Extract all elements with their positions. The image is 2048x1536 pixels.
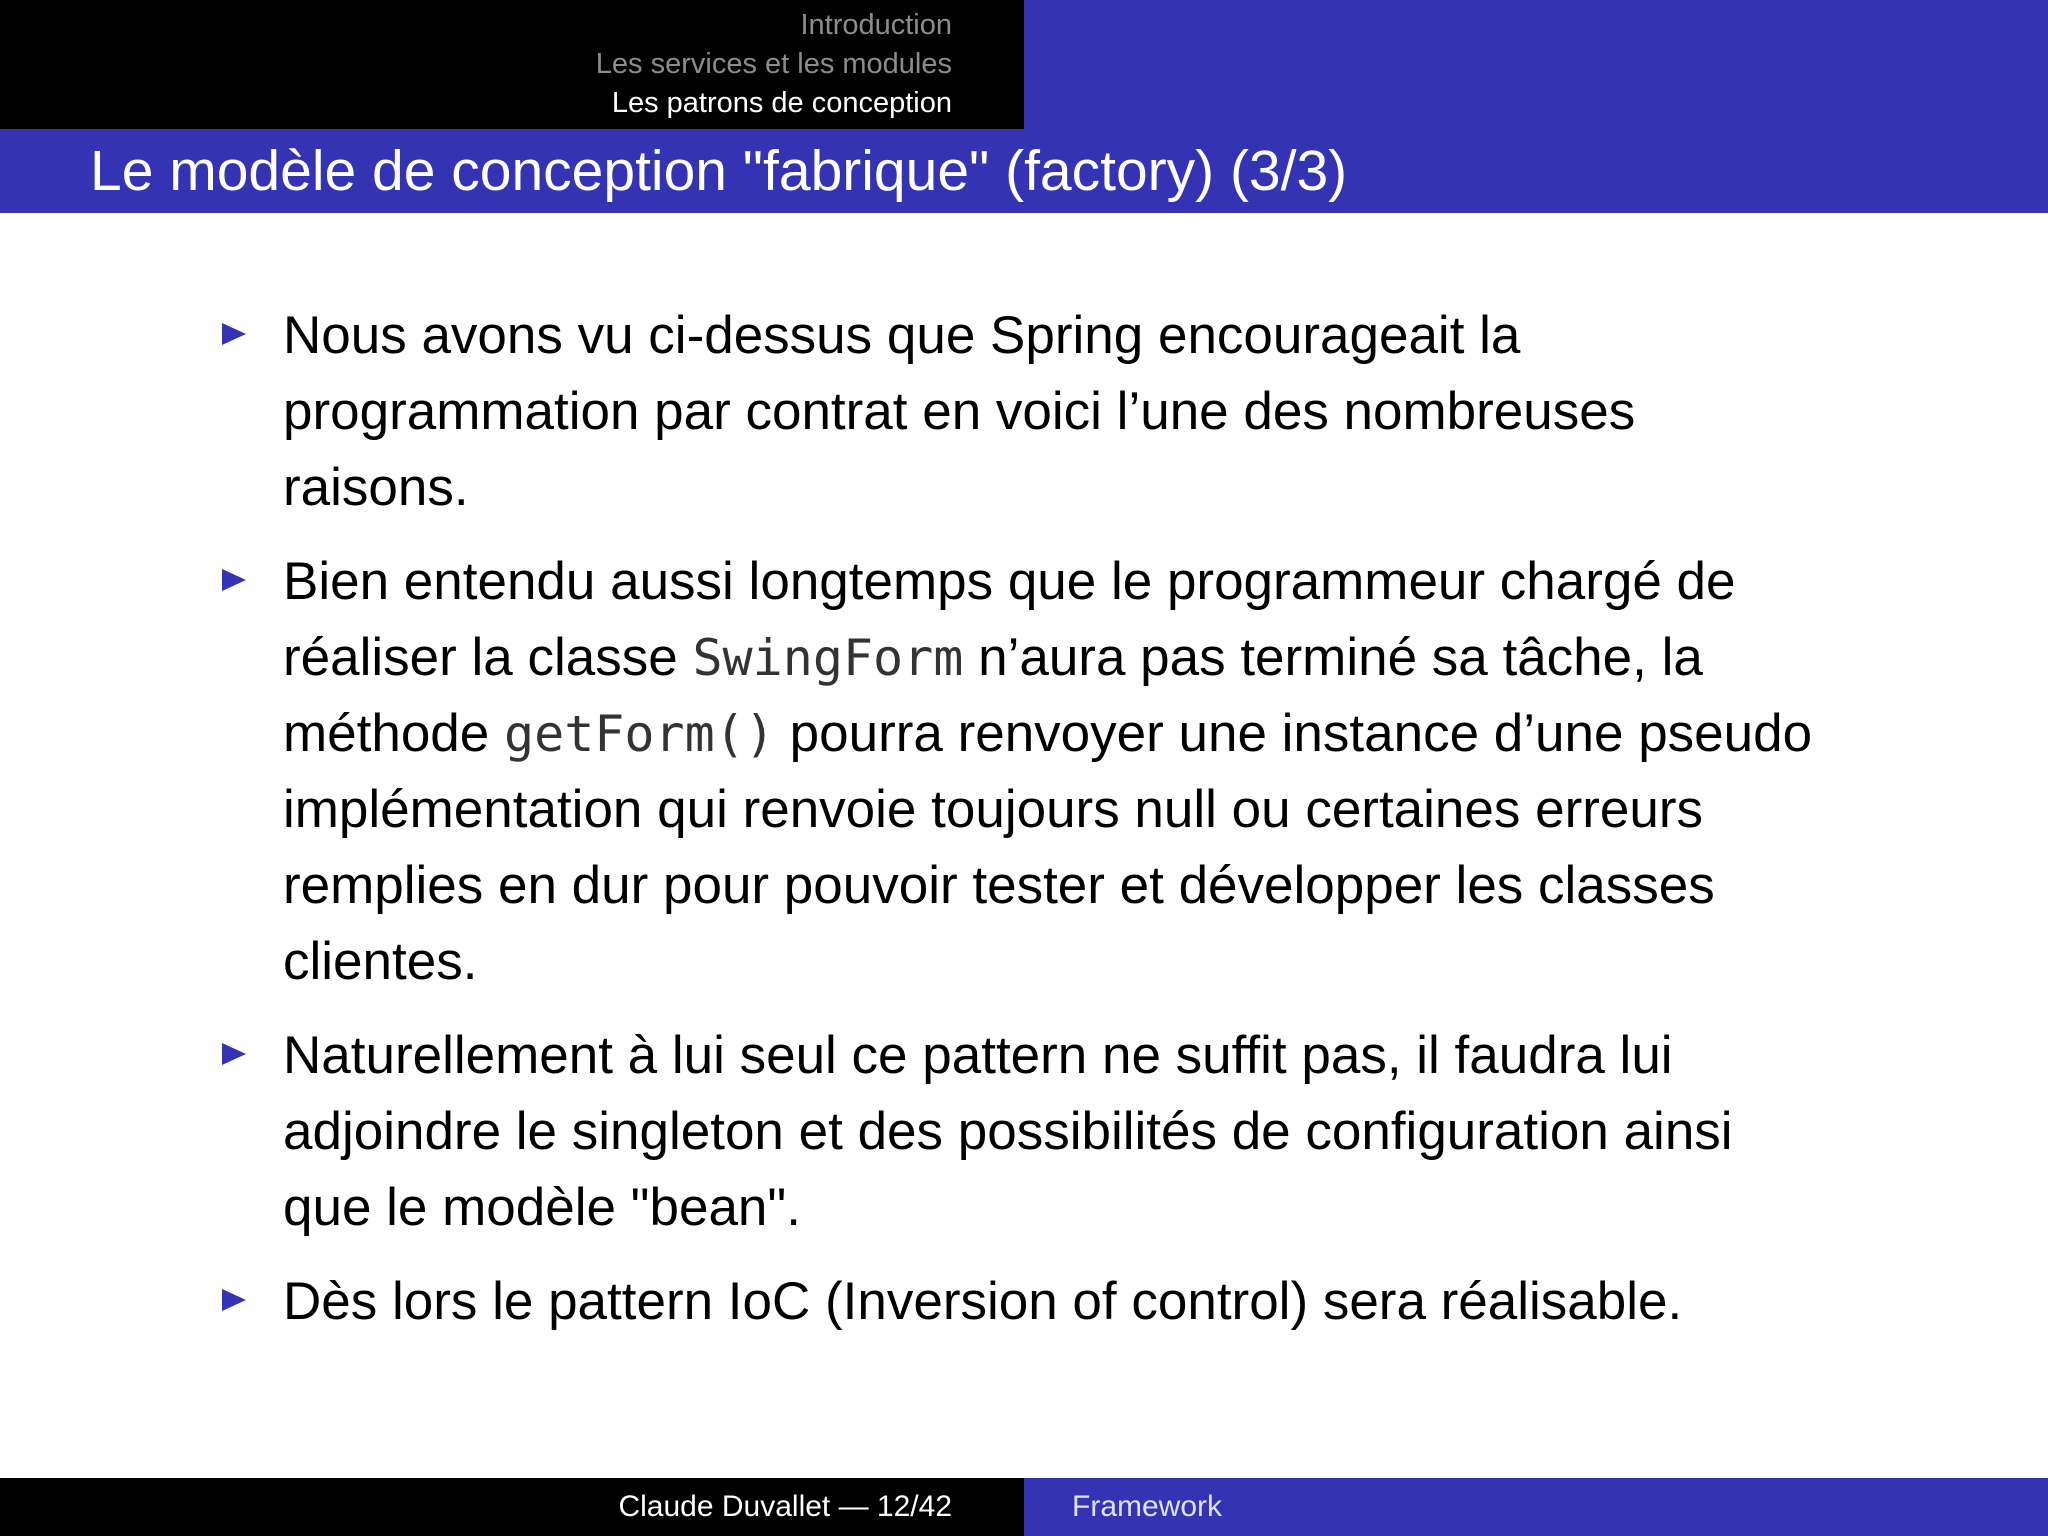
bullet-text: que le modèle "bean". [283,1178,801,1237]
bullet-line [283,696,1812,772]
bullet-text: raisons. [283,458,469,517]
nav-section-design-patterns[interactable]: Les patrons de conception [611,87,952,119]
bullet-line [283,1170,801,1246]
triangle-bullet-icon [222,1289,246,1311]
bullet-text: adjoindre le singleton et des possibilités de configuration ainsi [283,1102,1733,1161]
footline-left-panel [0,1478,1024,1536]
bullet-line [283,450,469,526]
headline-right-panel [1024,0,2048,129]
bullet-line [283,1264,1682,1340]
bullet-line [283,298,1520,374]
code-identifier: SwingForm [692,629,964,687]
bullet-text: pourra renvoyer une instance d’une pseudo [774,704,1813,763]
headline-left-panel [0,0,1024,129]
bullet-text: clientes. [283,932,478,991]
bullet-line [283,1094,1733,1170]
frame-title: Le modèle de conception "fabrique" (factory) (3/3) [90,139,1348,203]
bullet-text: n’aura pas terminé sa tâche, la [963,628,1703,687]
bullet-line [283,924,477,1000]
bullet-line [283,544,1736,620]
triangle-bullet-icon [222,1043,246,1065]
nav-section-services-modules[interactable]: Les services et les modules [595,48,952,80]
footline-right-panel [1024,1478,2048,1536]
bullet-line [283,1018,1673,1094]
bullet-text: Naturellement à lui seul ce pattern ne suffit pas, il faudra lui [283,1026,1673,1085]
bullet-text: Dès lors le pattern IoC (Inversion of control) sera réalisable. [283,1272,1683,1331]
frame-title-bar [0,129,2048,213]
bullet-text: Bien entendu aussi longtemps que le programmeur chargé de [283,552,1736,611]
bullet-line [283,620,1703,696]
headline-bar [0,0,2048,129]
code-identifier: getForm() [503,705,775,763]
bullet-text: programmation par contrat en voici l’une des nombreuses [283,382,1636,441]
bullet-line [283,848,1715,924]
nav-section-introduction[interactable]: Introduction [800,9,952,41]
footline-bar [0,1478,2048,1536]
footer-short-title: Framework [1072,1490,1223,1523]
bullet-text: implémentation qui renvoie toujours null ou certaines erreurs [283,780,1703,839]
bullet-text: remplies en dur pour pouvoir tester et développer les classes [283,856,1715,915]
bullet-line [283,772,1703,848]
triangle-bullet-icon [222,569,246,591]
triangle-bullet-icon [222,323,246,345]
bullet-text: réaliser la classe [283,628,693,687]
footer-author-page: Claude Duvallet — 12/42 [618,1490,952,1523]
section-navigation [596,6,952,123]
bullet-text: Nous avons vu ci-dessus que Spring encourageait la [283,306,1521,365]
bullet-text: méthode [283,704,504,763]
bullet-line [283,374,1635,450]
